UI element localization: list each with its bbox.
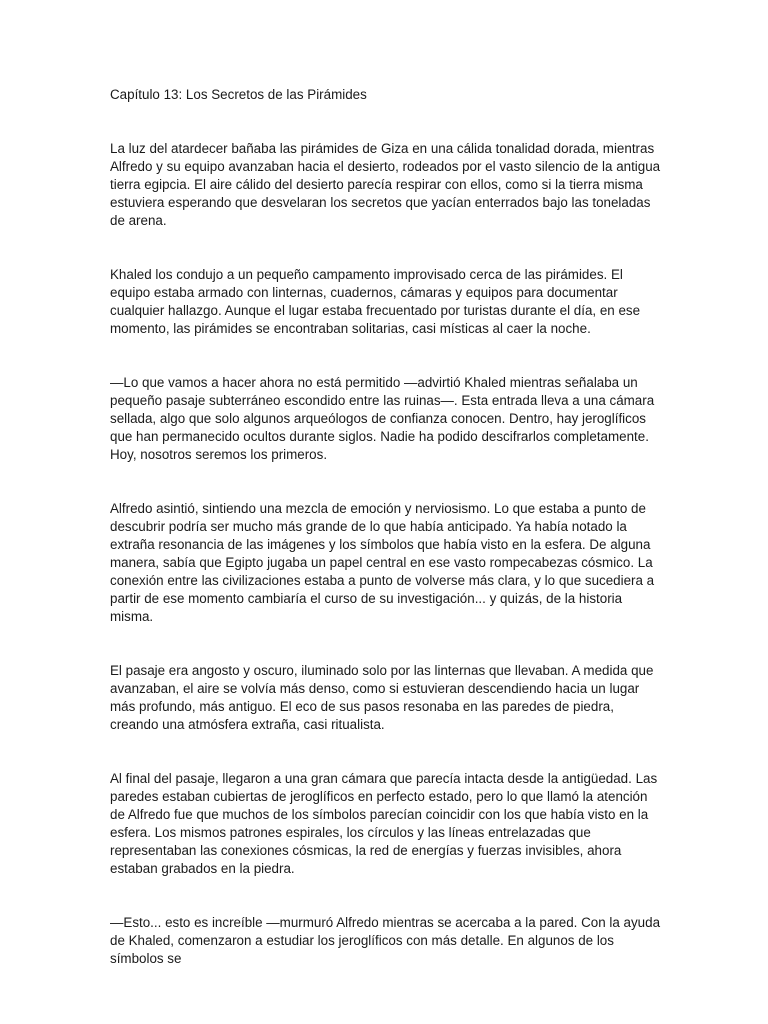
chapter-title: Capítulo 13: Los Secretos de las Pirámides bbox=[110, 87, 367, 102]
paragraph-6: Al final del pasaje, llegaron a una gran cámara que parecía intacta desde la antigüedad. Las paredes estaban cubiertas de jeroglíficos en perfecto estado, pero lo que llamó la atención de Alfredo fue que muchos de los símbolos parecían coincidir con los que había visto en la esfera. Los mismos patrones espirales, los círculos y las líneas entrelazadas que representaban las conexiones cósmicas, la red de energías y fuerzas invisibles, ahora estaban grabados en la piedra. bbox=[110, 771, 658, 876]
document-body bbox=[110, 86, 662, 968]
paragraph-2: Khaled los condujo a un pequeño campamento improvisado cerca de las pirámides. El equipo estaba armado con linternas, cuadernos, cámaras y equipos para documentar cualquier hallazgo. Aunque el lugar estaba frecuentado por turistas durante el día, en ese momento, las pirámides se encontraban solitarias, casi místicas al caer la noche. bbox=[110, 267, 641, 336]
paragraph-5: El pasaje era angosto y oscuro, iluminado solo por las linternas que llevaban. A medida que avanzaban, el aire se volvía más denso, como si estuvieran descendiendo hacia un lugar más profundo, más antiguo. El eco de sus pasos resonaba en las paredes de piedra, creando una atmósfera extraña, casi ritualista. bbox=[110, 663, 654, 732]
paragraph-7: —Esto... esto es increíble —murmuró Alfredo mientras se acercaba a la pared. Con la ayuda de Khaled, comenzaron a estudiar los jeroglíficos con más detalle. En algunos de los símbolos se bbox=[110, 915, 661, 966]
paragraph-3: —Lo que vamos a hacer ahora no está permitido —advirtió Khaled mientras señalaba un pequeño pasaje subterráneo escondido entre las ruinas—. Esta entrada lleva a una cámara sellada, algo que solo algunos arqueólogos de confianza conocen. Dentro, hay jeroglíficos que han permanecido ocultos durante siglos. Nadie ha podido descifrarlos completamente. Hoy, nosotros seremos los primeros. bbox=[110, 375, 655, 462]
paragraph-1: La luz del atardecer bañaba las pirámides de Giza en una cálida tonalidad dorada, mientras Alfredo y su equipo avanzaban hacia el desierto, rodeados por el vasto silencio de la antigua tierra egipcia. El aire cálido del desierto parecía respirar con ellos, como si la tierra misma estuviera esperando que desvelaran los secretos que yacían enterrados bajo las toneladas de arena. bbox=[110, 141, 661, 228]
paragraph-4: Alfredo asintió, sintiendo una mezcla de emoción y nerviosismo. Lo que estaba a punto de descubrir podría ser mucho más grande de lo que había anticipado. Ya había notado la extraña resonancia de las imágenes y los símbolos que había visto en la esfera. De alguna manera, sabía que Egipto jugaba un papel central en ese vasto rompecabezas cósmico. La conexión entre las civilizaciones estaba a punto de volverse más clara, y lo que sucediera a partir de ese momento cambiaría el curso de su investigación... y quizás, de la historia misma. bbox=[110, 501, 655, 624]
